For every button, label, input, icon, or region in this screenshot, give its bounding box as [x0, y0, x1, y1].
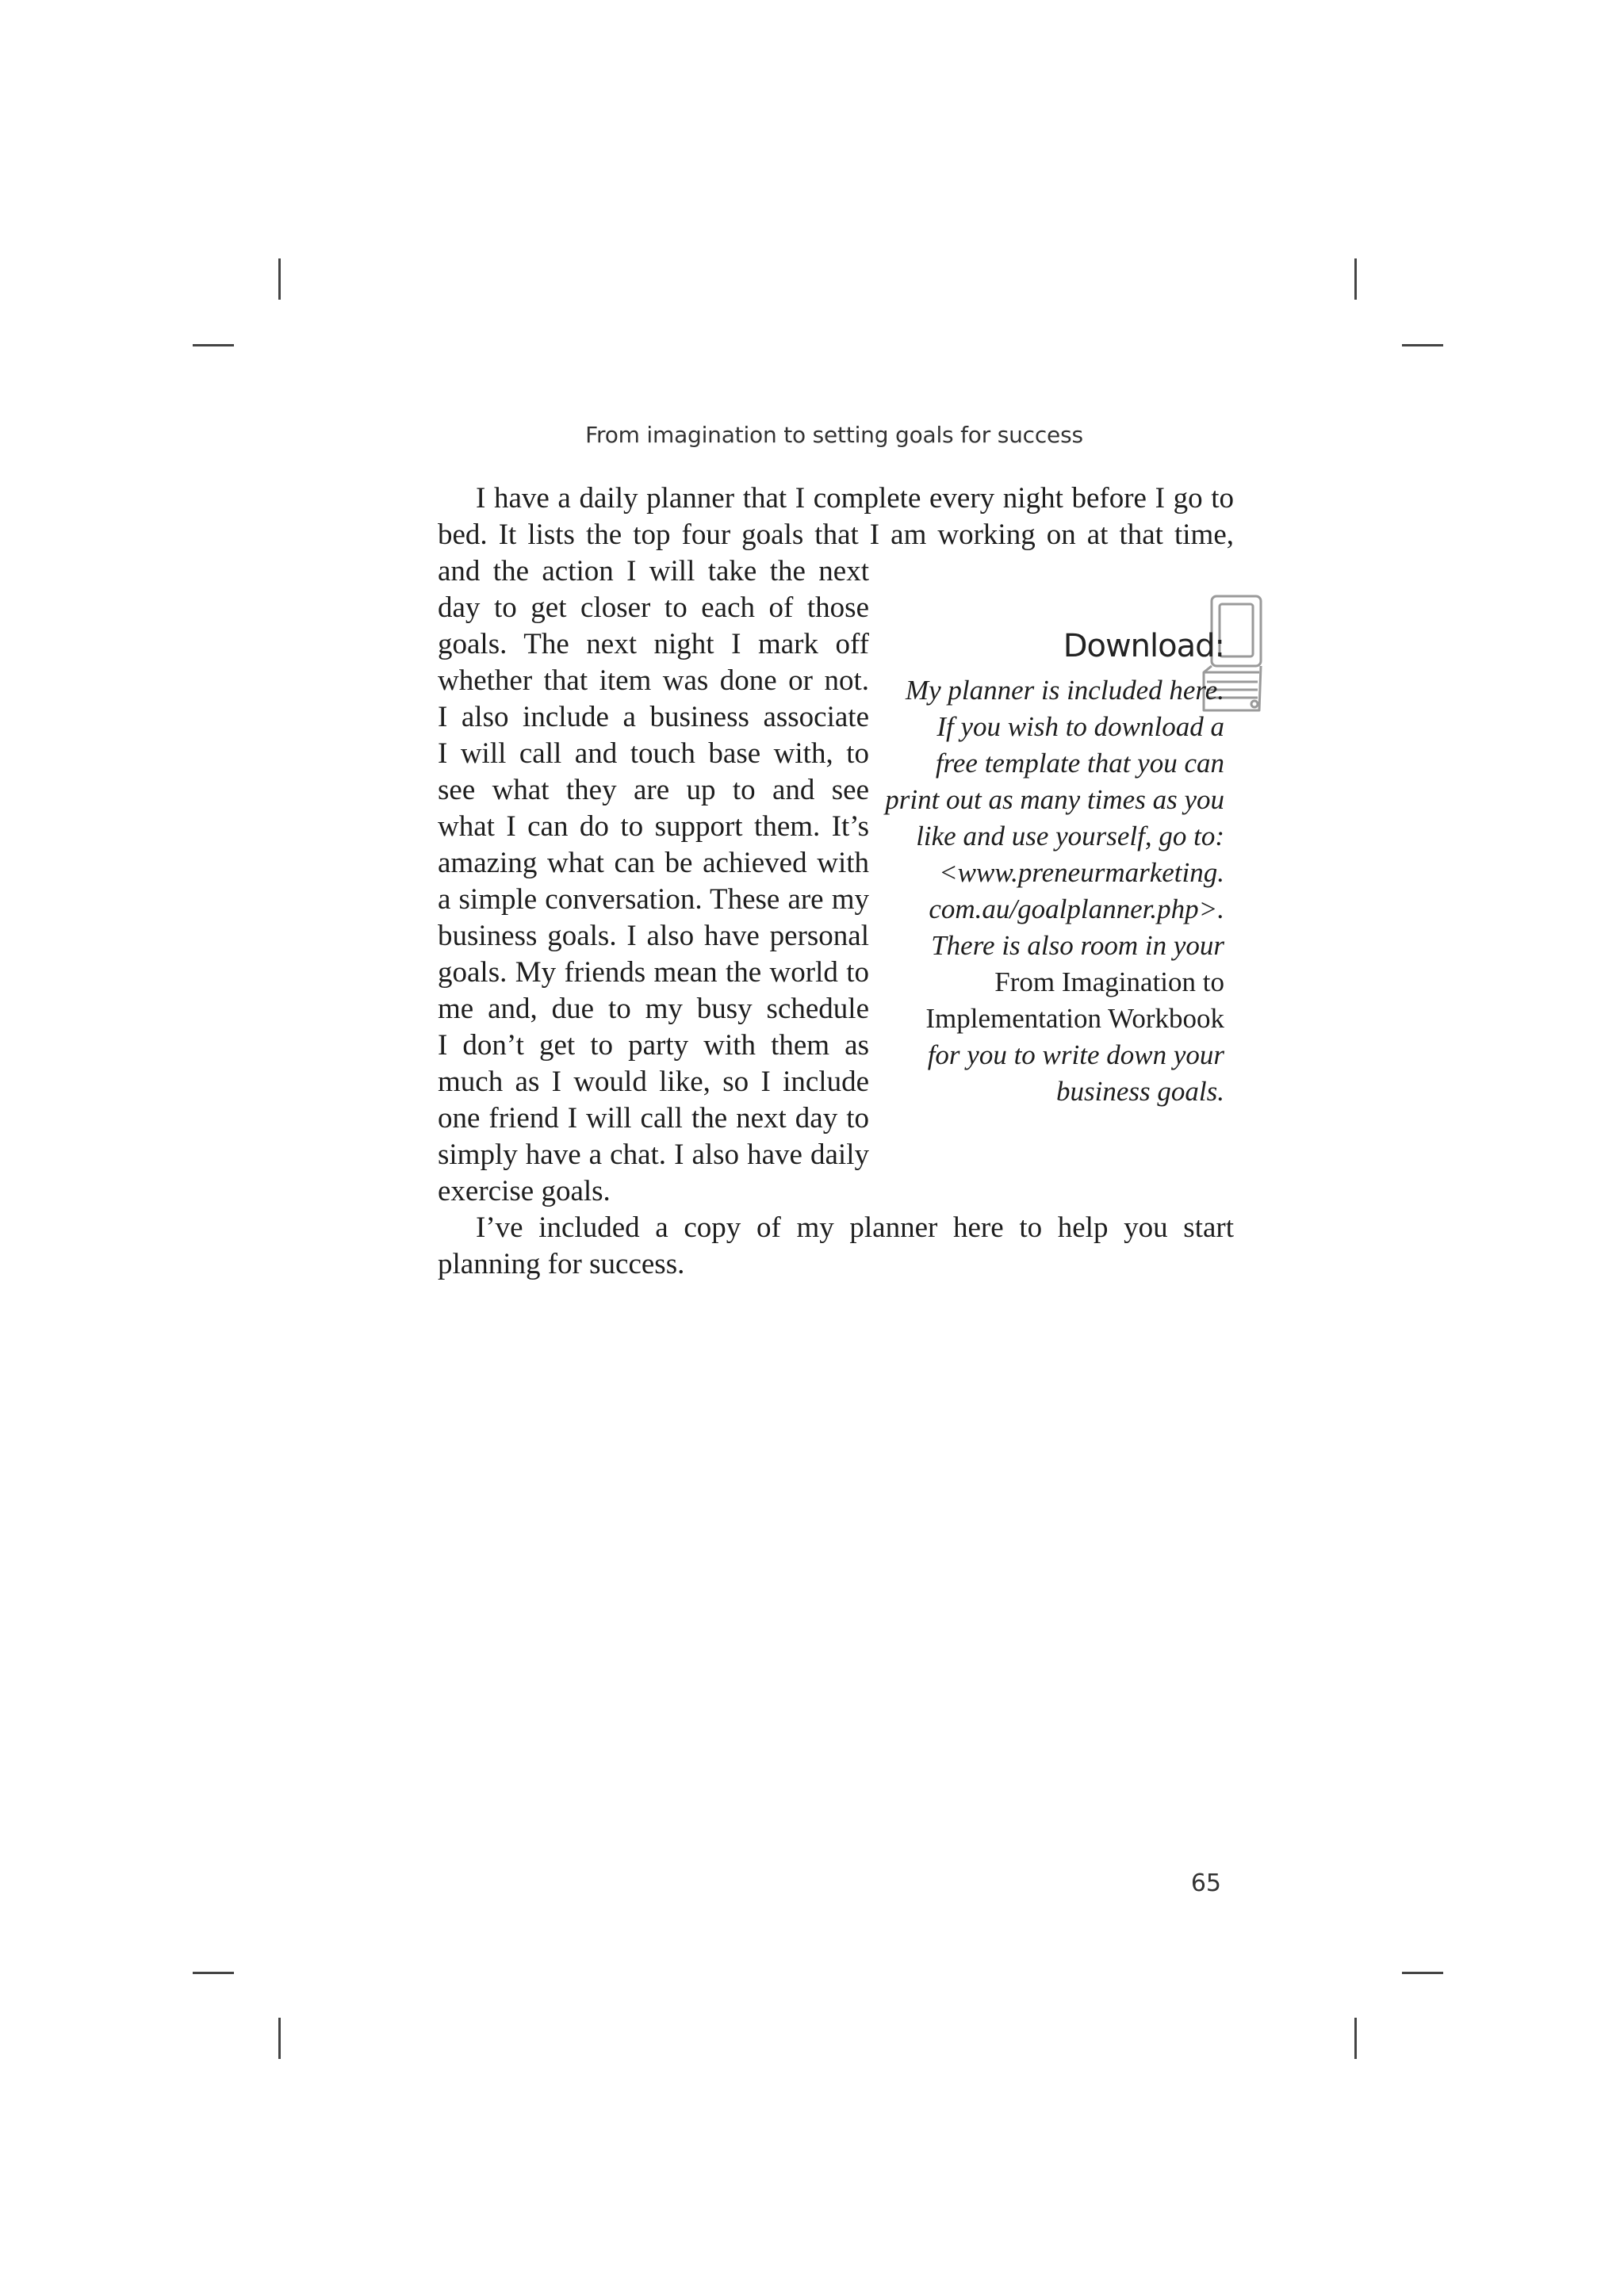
paragraph1-line1: I have a daily planner that I complete every night before I go to [476, 482, 1234, 515]
paragraph1-col-line: goals. My friends mean the world to [438, 956, 869, 989]
sidebar-url-line: <www.preneurmarketing. [939, 857, 1224, 888]
crop-mark-bottom-left-horizontal [193, 1972, 234, 1974]
crop-mark-top-right-vertical [1354, 258, 1357, 300]
paragraph1-col-line: much as I would like, so I include [438, 1066, 869, 1098]
paragraph1-col-line: one friend I will call the next day to [438, 1102, 869, 1135]
page-number: 65 [1190, 1869, 1221, 1897]
paragraph2-line1: I’ve included a copy of my planner here to help you start [476, 1211, 1234, 1244]
sidebar-line: free template that you can [935, 748, 1224, 779]
paragraph1-col-line: I don’t get to party with them as [438, 1029, 869, 1062]
paragraph1-col-line: me and, due to my busy schedule [438, 993, 869, 1025]
sidebar-line: My planner is included here. [905, 675, 1224, 706]
crop-mark-bottom-right-horizontal [1402, 1972, 1443, 1974]
sidebar-line: like and use yourself, go to: [916, 821, 1224, 851]
running-head: From imagination to setting goals for success [585, 422, 1083, 448]
paragraph1-col-line: day to get closer to each of those [438, 591, 869, 624]
paragraph1-col-line: a simple conversation. These are my [438, 883, 869, 916]
sidebar-line: If you wish to download a [936, 711, 1224, 742]
sidebar-line: print out as many times as you [885, 784, 1224, 815]
paragraph1-col-line: exercise goals. [438, 1175, 611, 1207]
sidebar-url-line: com.au/goalplanner.php>. [929, 894, 1224, 924]
crop-mark-bottom-left-vertical [278, 2018, 281, 2059]
paragraph1-col-line: I also include a business associate [438, 701, 869, 733]
sidebar-workbook-title: Implementation Workbook [925, 1003, 1224, 1034]
sidebar-line: for you to write down your [927, 1039, 1224, 1070]
crop-mark-bottom-right-vertical [1354, 2018, 1357, 2059]
sidebar-workbook-title: From Imagination to [994, 966, 1224, 997]
paragraph1-col-line: I will call and touch base with, to [438, 737, 869, 770]
paragraph1-col-line: whether that item was done or not. [438, 664, 869, 697]
paragraph1-col-line: amazing what can be achieved with [438, 847, 869, 879]
download-title: Download: [1063, 628, 1224, 664]
paragraph1-col-line: simply have a chat. I also have daily [438, 1138, 869, 1171]
crop-mark-top-right-horizontal [1402, 344, 1443, 346]
paragraph1-col-line: and the action I will take the next [438, 555, 869, 587]
paragraph1-col-line: goals. The next night I mark off [438, 628, 869, 660]
paragraph1-col-line: business goals. I also have personal [438, 920, 869, 952]
paragraph1-line2: bed. It lists the top four goals that I am working on at that time, [438, 519, 1234, 551]
crop-mark-top-left-vertical [278, 258, 281, 300]
sidebar-line: There is also room in your [931, 930, 1224, 961]
paragraph2-line2: planning for success. [438, 1248, 685, 1280]
paragraph1-col-line: see what they are up to and see [438, 774, 869, 806]
sidebar-line: business goals. [1056, 1076, 1224, 1107]
paragraph1-col-line: what I can do to support them. It’s [438, 810, 869, 843]
crop-mark-top-left-horizontal [193, 344, 234, 346]
